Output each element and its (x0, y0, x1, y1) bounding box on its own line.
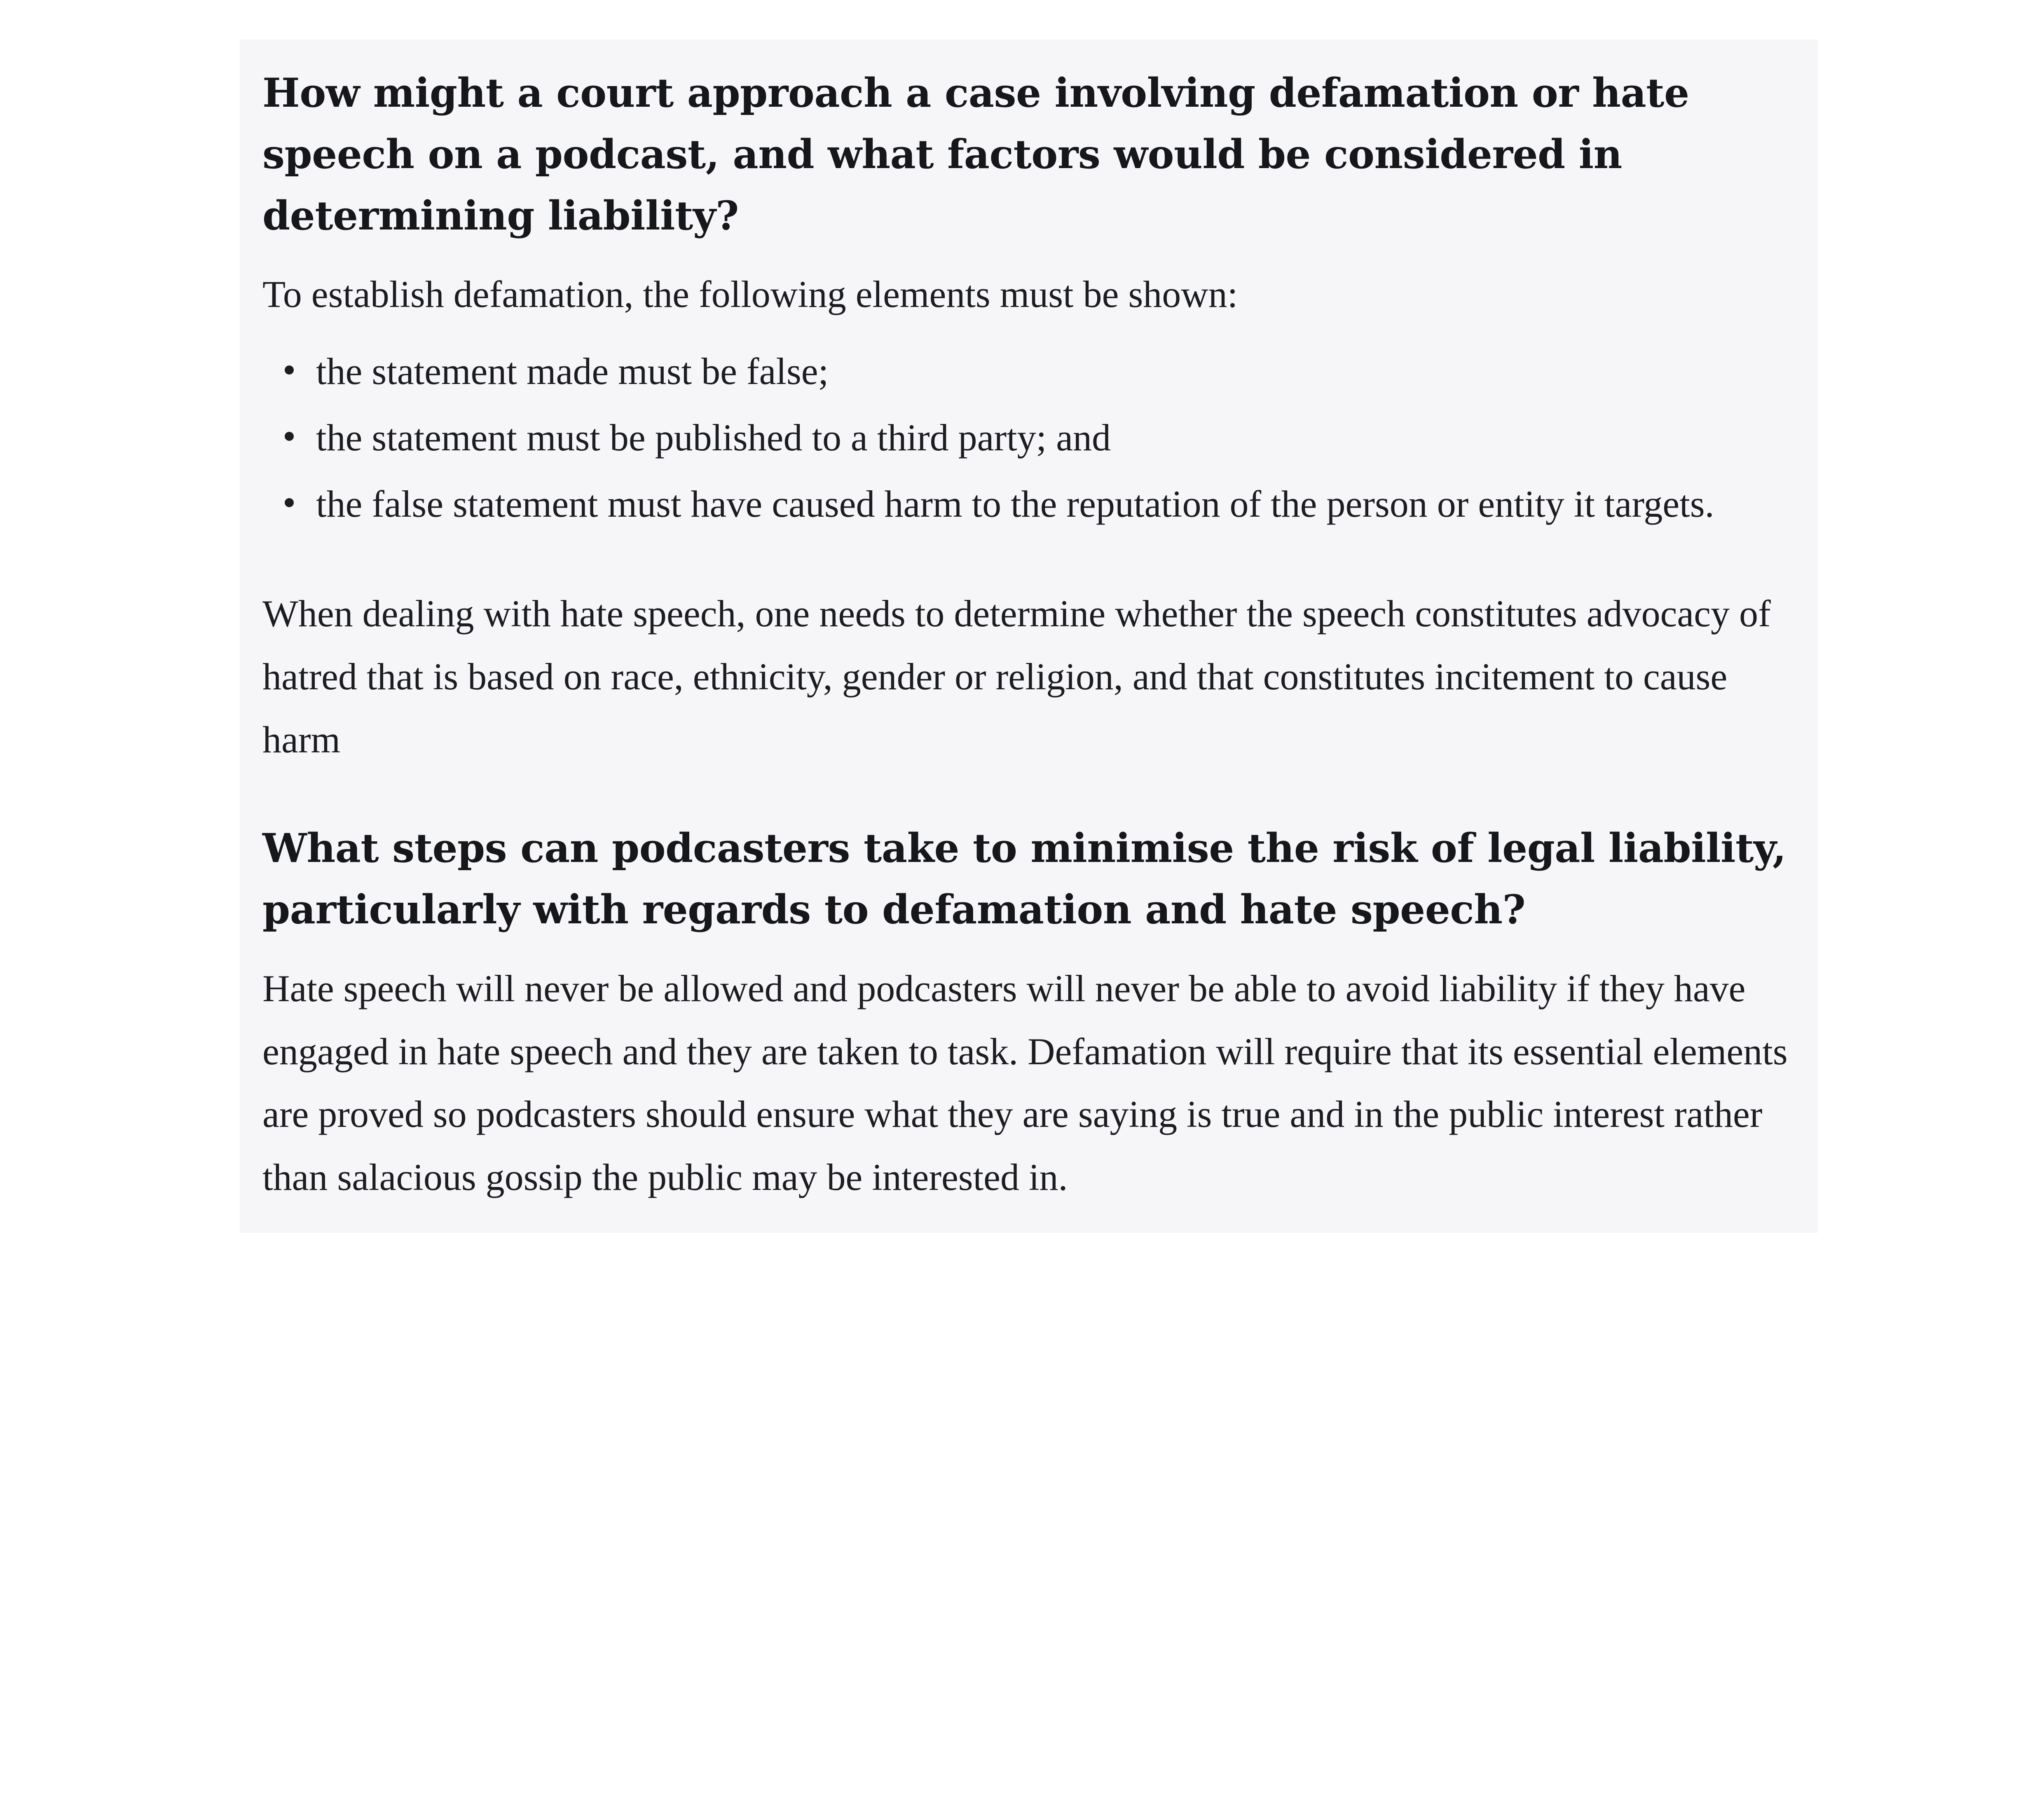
defamation-elements-list (262, 340, 1795, 535)
intro-paragraph-1: To establish defamation, the following elements must be shown: (262, 273, 1238, 316)
closing-paragraph-1: When dealing with hate speech, one needs to determine whether the speech constitutes advocacy of hatred that is based on race, ethnicity, gender or religion, and that constitutes incitement to cause harm (262, 592, 1771, 761)
question-block-1 (240, 40, 1818, 263)
list-item: the false statement must have caused harm to the reputation of the person or entity it targets. (262, 473, 1795, 536)
article-content-column (240, 40, 1818, 1233)
question-heading-2: What steps can podcasters take to minimise the risk of legal liability, particularly with regards to defamation and hate speech? (262, 825, 1786, 933)
closing-paragraph-block-1 (240, 582, 1818, 795)
list-item: the statement made must be false; (262, 340, 1795, 403)
answer-block-2 (240, 957, 1818, 1233)
question-heading-1: How might a court approach a case involving defamation or hate speech on a podcast, and what factors would be considered in determining liability? (262, 70, 1689, 239)
answer-block-1 (240, 263, 1818, 326)
question-block-2 (240, 795, 1818, 957)
paragraph-gap-1 (240, 543, 1818, 582)
list-item: the statement must be published to a third party; and (262, 406, 1795, 469)
defamation-elements-list-wrap (240, 326, 1818, 543)
answer-paragraph-2: Hate speech will never be allowed and podcasters will never be able to avoid liability if they have engaged in hate speech and they are taken to task. Defamation will require that its essential elements are proved so podcasters should ensure what they are saying is true and in the public interest rather than salacious gossip the public may be interested in. (262, 967, 1788, 1199)
